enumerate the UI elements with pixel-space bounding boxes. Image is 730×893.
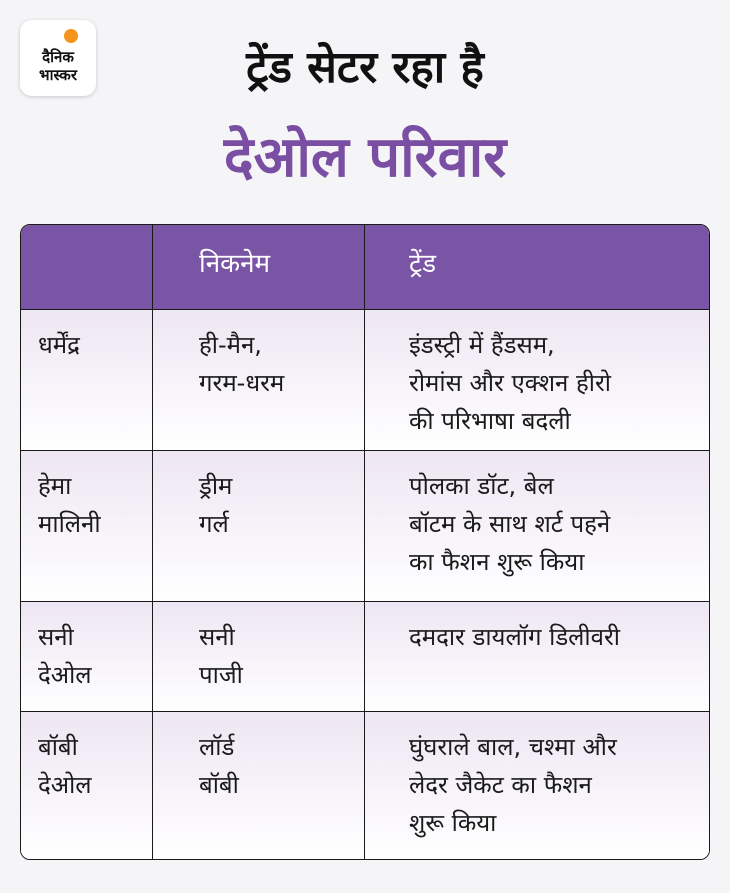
- logo-line-1: दैनिक: [42, 48, 74, 66]
- trend-text: की परिभाषा बदली: [409, 407, 571, 435]
- name-text: देओल: [38, 661, 92, 689]
- logo-line-2: भास्कर: [39, 66, 77, 84]
- table-row: [21, 601, 709, 711]
- trend-text: इंडस्ट्री में हैंडसम,: [409, 331, 555, 359]
- title-line-1: ट्रेंड सेटर रहा है: [246, 42, 484, 93]
- header-trend: ट्रेंड: [364, 225, 709, 309]
- trend-text: बॉटम के साथ शर्ट पहने: [409, 510, 611, 538]
- trend-text: का फैशन शुरू किया: [409, 548, 585, 576]
- trend-text: घुंघराले बाल, चश्मा और: [409, 733, 617, 761]
- trend-cell: [364, 310, 709, 450]
- nickname-text: गरम-धरम: [199, 369, 285, 397]
- nickname-text: बॉबी: [199, 771, 239, 799]
- header-nickname: निकनेम: [152, 225, 364, 309]
- title-line-2: देओल परिवार: [223, 125, 507, 190]
- nickname-cell: [152, 712, 364, 859]
- name-text: बॉबी: [38, 733, 78, 761]
- name-cell: [21, 712, 152, 859]
- nickname-text: सनी: [199, 623, 235, 651]
- table-row: [21, 711, 709, 859]
- trend-text: लेदर जैकेट का फैशन: [409, 771, 592, 799]
- nickname-text: पाजी: [199, 661, 243, 689]
- trend-cell: [364, 451, 709, 601]
- nickname-cell: [152, 310, 364, 450]
- nickname-text: गर्ल: [199, 510, 229, 538]
- trend-cell: [364, 712, 709, 859]
- name-cell: [21, 602, 152, 711]
- name-cell: [21, 310, 152, 450]
- nickname-cell: [152, 451, 364, 601]
- table-row: [21, 450, 709, 601]
- name-text: देओल: [38, 771, 92, 799]
- trend-text: रोमांस और एक्शन हीरो: [409, 369, 611, 397]
- name-cell: [21, 451, 152, 601]
- nickname-text: ही-मैन,: [199, 331, 262, 359]
- nickname-text: ड्रीम: [199, 472, 233, 500]
- trend-cell: [364, 602, 709, 711]
- name-text: सनी: [38, 623, 74, 651]
- nickname-text: लॉर्ड: [199, 733, 235, 761]
- trend-text: पोलका डॉट, बेल: [409, 472, 554, 500]
- trend-text: दमदार डायलॉग डिलीवरी: [409, 623, 621, 651]
- trend-table: [20, 224, 710, 860]
- header-name: [21, 225, 152, 309]
- trend-text: शुरू किया: [409, 809, 497, 837]
- name-text: हेमा: [38, 472, 72, 500]
- name-text: मालिनी: [38, 510, 101, 538]
- table-header-row: [21, 225, 709, 309]
- nickname-cell: [152, 602, 364, 711]
- name-text: धर्मेंद्र: [38, 331, 80, 359]
- table-row: [21, 309, 709, 450]
